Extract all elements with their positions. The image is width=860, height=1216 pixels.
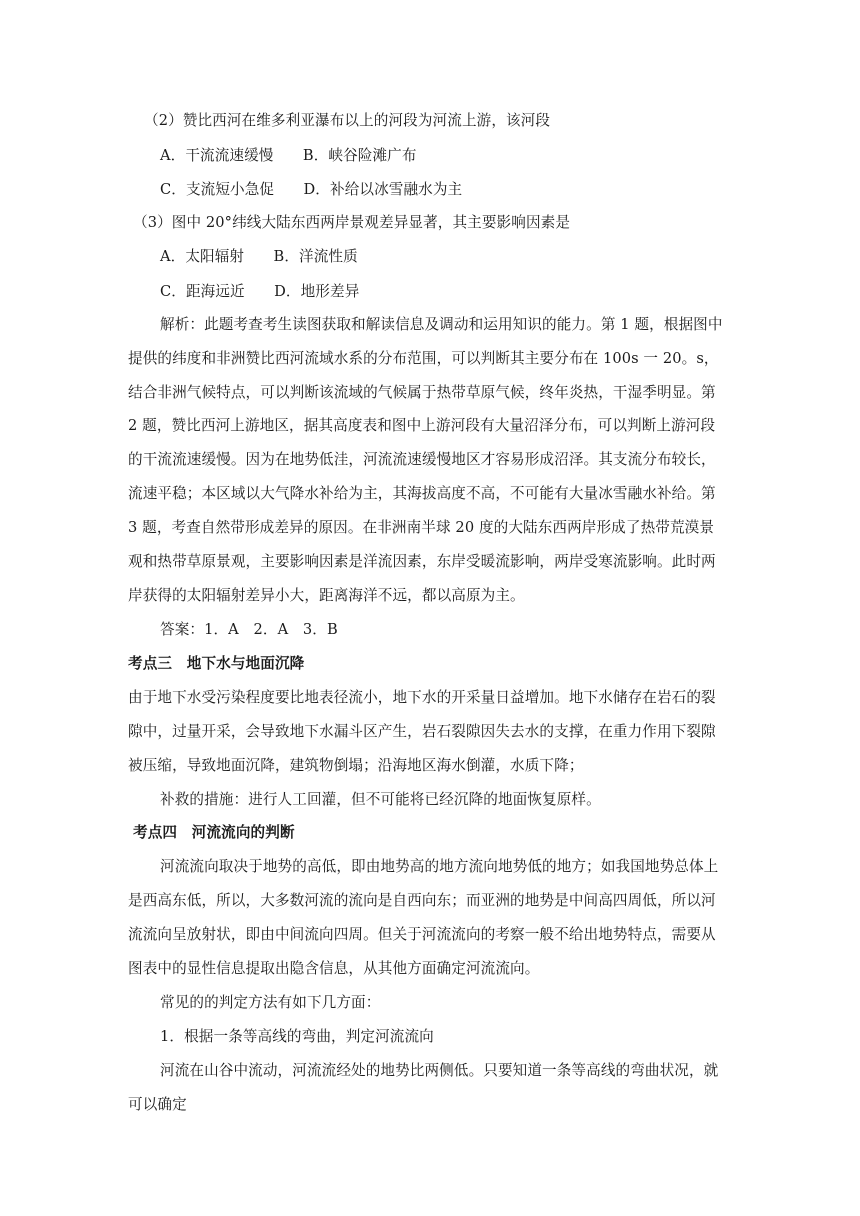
question-3-options-cd: C．距海远近 D．地形差异 (160, 283, 360, 300)
analysis-line: 流速平稳；本区域以大气降水补给为主，其海拔高度不高，不可能有大量冰雪融水补给。第 (128, 485, 716, 502)
section-4-method-1-line: 可以确定 (128, 1096, 187, 1113)
question-2-options-ab: A．干流流速缓慢 B．峡谷险滩广布 (160, 147, 417, 164)
section-4-method-1: 1．根据一条等高线的弯曲，判定河流流向 (160, 1028, 434, 1045)
section-3-remedy: 补救的措施：进行人工回灌，但不可能将已经沉降的地面恢复原样。 (160, 791, 601, 808)
section-4-heading: 考点四 河流流向的判断 (133, 824, 295, 841)
question-3-stem: （3）图中 20°纬线大陆东西两岸景观差异显著，其主要影响因素是 (133, 214, 571, 231)
analysis-line: 3 题，考查自然带形成差异的原因。在非洲南半球 20 度的大陆东西两岸形成了热带荒漠景 (128, 519, 715, 536)
section-3-line: 隙中，过量开采，会导致地下水漏斗区产生，岩石裂隙因失去水的支撑，在重力作用下裂隙 (128, 723, 716, 740)
section-4-line: 图表中的显性信息提取出隐含信息，从其他方面确定河流流向。 (128, 960, 540, 977)
section-4-methods-intro: 常见的的判定方法有如下几方面： (160, 994, 381, 1011)
analysis-line: 结合非洲气候特点，可以判断该流域的气候属于热带草原气候，终年炎热，干湿季明显。第 (128, 384, 716, 401)
analysis-line: 解析：此题考查考生读图获取和解读信息及调动和运用知识的能力。第 1 题，根据图中 (160, 316, 723, 333)
section-3-line: 由于地下水受污染程度要比地表径流小，地下水的开采量日益增加。地下水储存在岩石的裂 (128, 689, 716, 706)
question-2-stem: （2）赞比西河在维多利亚瀑布以上的河段为河流上游，该河段 (144, 112, 551, 129)
analysis-line: 提供的纬度和非洲赞比西河流域水系的分布范围，可以判断其主要分布在 100s 一 20。s， (128, 350, 719, 367)
analysis-line: 岸获得的太阳辐射差异小大，距离海洋不远，都以高原为主。 (128, 587, 525, 604)
answer-line: 答案：1．A 2．A 3．B (160, 621, 338, 638)
analysis-line: 的干流流速缓慢。因为在地势低洼，河流流速缓慢地区才容易形成沼泽。其支流分布较长， (128, 451, 716, 468)
section-4-line: 是西高东低，所以，大多数河流的流向是自西向东；而亚洲的地势是中间高四周低，所以河 (128, 892, 716, 909)
question-3-options-ab: A．太阳辐射 B．洋流性质 (160, 248, 358, 265)
analysis-line: 2 题，赞比西河上游地区，据其高度表和图中上游河段有大量沼泽分布，可以判断上游河段 (128, 417, 716, 434)
question-2-options-cd: C．支流短小急促 D．补给以冰雪融水为主 (160, 181, 463, 198)
section-4-line: 河流流向取决于地势的高低，即由地势高的地方流向地势低的地方；如我国地势总体上 (160, 858, 719, 875)
section-3-heading: 考点三 地下水与地面沉降 (128, 655, 305, 672)
section-3-line: 被压缩，导致地面沉降，建筑物倒塌；沿海地区海水倒灌，水质下降； (128, 757, 584, 774)
section-4-line: 流流向呈放射状，即由中间流向四周。但关于河流流向的考察一般不给出地势特点，需要从 (128, 926, 716, 943)
analysis-line: 观和热带草原景观，主要影响因素是洋流因素，东岸受暖流影响，两岸受寒流影响。此时两 (128, 553, 716, 570)
section-4-method-1-line: 河流在山谷中流动，河流流经处的地势比两侧低。只要知道一条等高线的弯曲状况，就 (160, 1062, 719, 1079)
